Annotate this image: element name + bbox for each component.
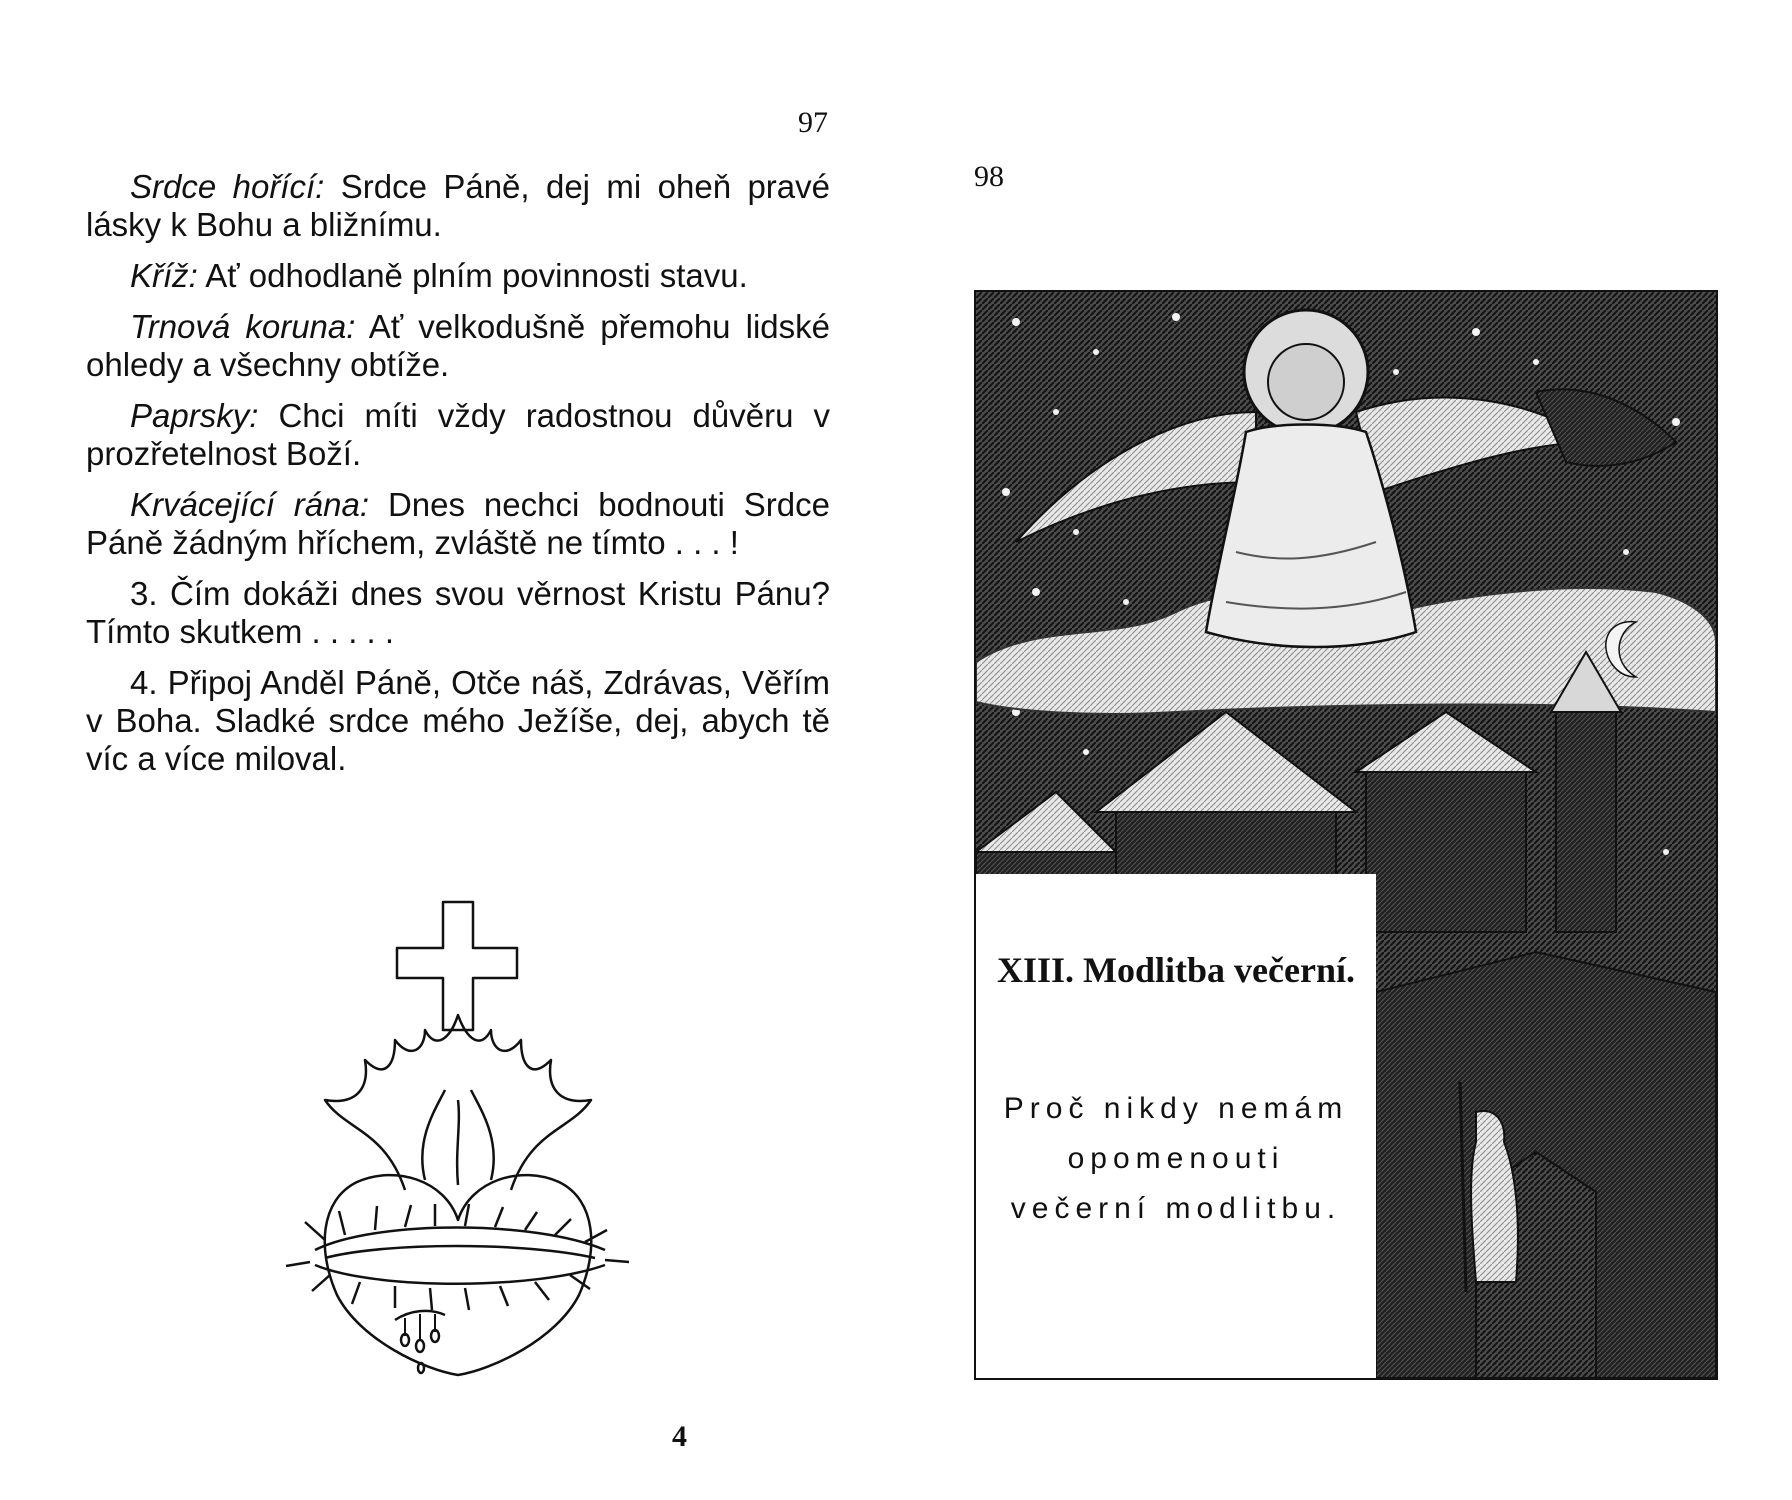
paragraph-cross (86, 257, 830, 295)
paragraph-point-4 (86, 664, 830, 778)
chapter-subtitle: Proč nikdy nemám opomenouti večerní modlitbu. (1003, 1092, 1349, 1225)
term-crown: Trnová koruna: (130, 308, 356, 345)
sacred-heart-icon (285, 890, 635, 1380)
term-heart: Srdce hořící: (130, 168, 325, 205)
text-cross: Ať odhodlaně plním povinnosti stavu. (205, 257, 748, 294)
sacred-heart-figure (285, 890, 635, 1380)
chapter-title: XIII. Modlitba večerní. (997, 950, 1355, 990)
bottom-page-number: 4 (672, 1420, 687, 1453)
text-point-4: 4. Připoj Anděl Páně, Otče náš, Zdrávas, Věřím v Boha. Sladké srdce mého Ježíše, dej, abych tě víc a více miloval. (86, 664, 830, 777)
cross-shape (397, 902, 517, 1030)
term-rays: Paprsky: (130, 397, 259, 434)
left-page-text (86, 168, 830, 791)
text-rays: Chci míti vždy radostnou důvěru v prozřetelnost Boží. (86, 397, 831, 472)
paragraph-wound (86, 486, 830, 562)
caption-panel (976, 874, 1376, 1378)
paragraph-rays (86, 397, 830, 473)
paragraph-crown (86, 308, 830, 384)
paragraph-point-3 (86, 575, 830, 651)
left-page-number: 97 (798, 106, 828, 139)
right-page-number: 98 (974, 160, 1004, 193)
evening-prayer-illustration (974, 290, 1718, 1380)
text-heart: Srdce Páně, dej mi oheň pravé lásky k Bohu a bližnímu. (86, 168, 830, 243)
text-crown: Ať velkodušně přemohu lidské ohledy a všechny obtíže. (86, 308, 830, 383)
paragraph-heart (86, 168, 830, 244)
term-wound: Krvácející rána: (130, 486, 370, 523)
text-wound: Dnes nechci bodnouti Srdce Páně žádným hříchem, zvláště ne tímto . . . ! (86, 486, 831, 561)
term-cross: Kříž: (130, 257, 198, 294)
heart-outline (325, 1175, 592, 1375)
crown-of-thorns (315, 1228, 605, 1284)
text-point-3: 3. Čím dokáži dnes svou věrnost Kristu Pánu? Tímto skutkem . . . . . (86, 575, 830, 650)
